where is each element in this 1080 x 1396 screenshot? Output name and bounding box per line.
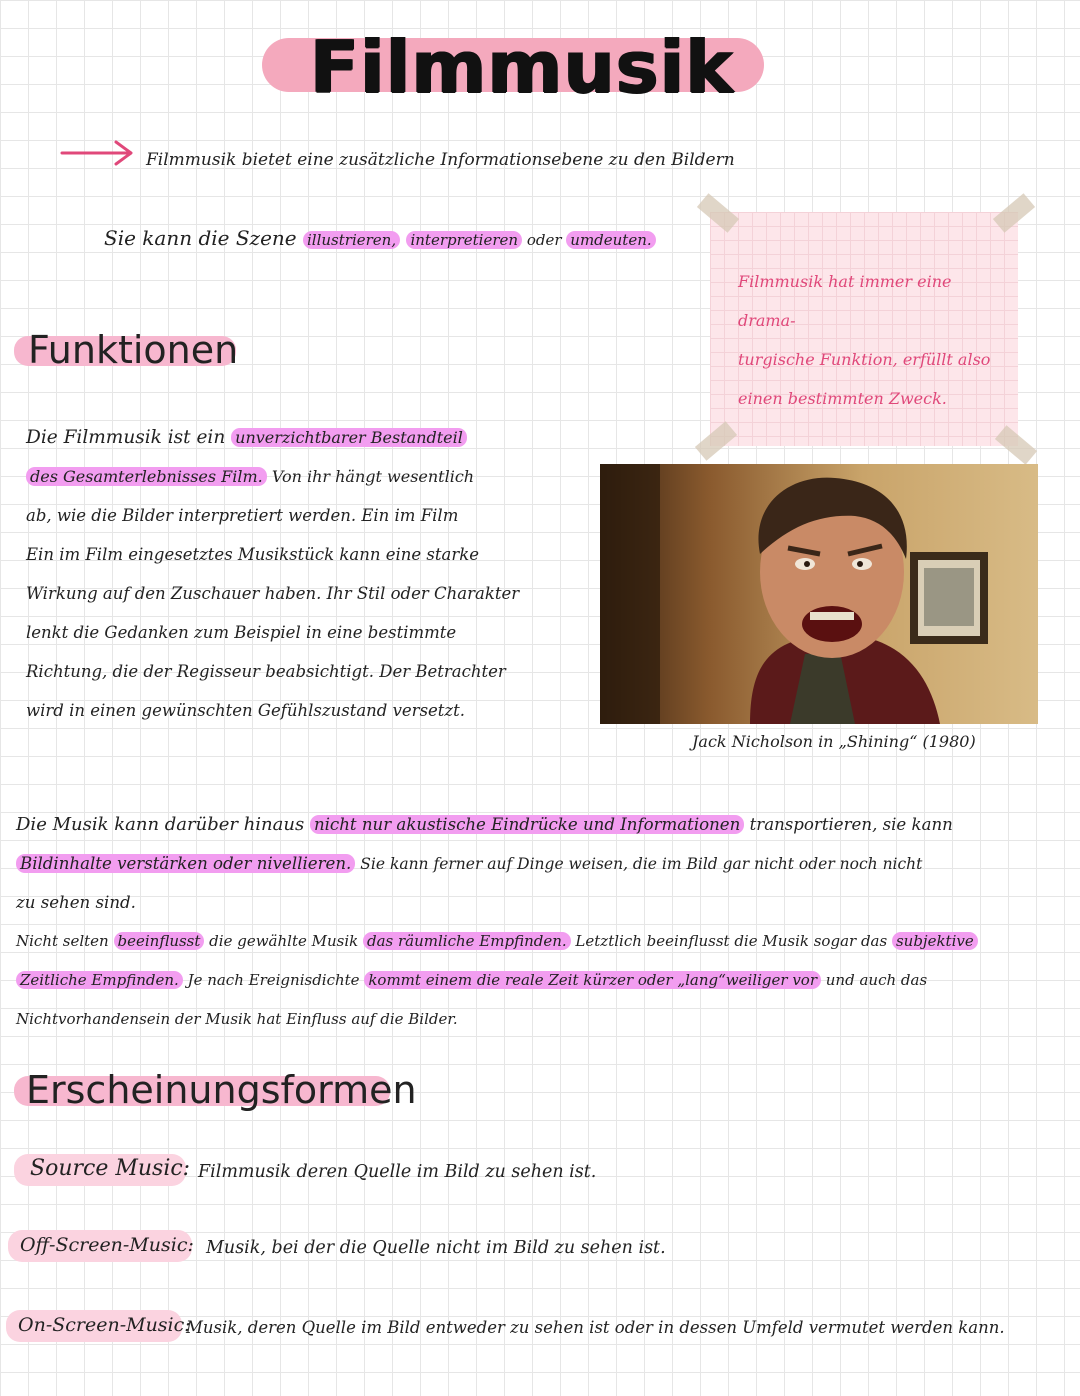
def-offscreen-music: Musik, bei der die Quelle nicht im Bild zu sehen ist.	[206, 1238, 666, 1258]
film-still-illustration	[600, 464, 1038, 724]
highlight-gesamterlebnis: des Gesamterlebnisses Film.	[26, 467, 267, 486]
intro-line-2: Sie kann die Szene illustrieren, interpretieren oder umdeuten.	[104, 226, 656, 250]
highlight-beeinflusst: beeinflusst	[114, 932, 205, 950]
highlight-umdeuten: umdeuten.	[566, 231, 655, 249]
highlight-reale-zeit: kommt einem die reale Zeit kürzer oder „lang“weiliger vor	[364, 971, 821, 989]
functions-paragraph-2: Die Musik kann darüber hinaus nicht nur akustische Eindrücke und Informationen transportieren, sie kann Bildinhalte verstärken oder nivellieren. Sie kann ferner auf Dinge weisen, die im Bild gar nicht oder noch nicht zu sehen sind. Nicht selten beeinflusst die gewählte Musik das räumliche Empfinden. Letztlich beeinflusst die Musik sogar das subjektive Zeitliche Empfinden. Je nach Ereignisdichte kommt einem die reale Zeit kürzer oder „lang“weiliger vor und auch das Nichtvorhandensein der Musik hat Einfluss auf die Bilder.	[16, 806, 1016, 1039]
intro-line-1: Filmmusik bietet eine zusätzliche Informationsebene zu den Bildern	[146, 150, 735, 170]
term-source-music: Source Music:	[30, 1156, 191, 1181]
highlight-akustisch: nicht nur akustische Eindrücke und Informationen	[310, 815, 744, 834]
heading-functions: Funktionen	[28, 328, 239, 372]
highlight-interpretieren: interpretieren	[406, 231, 522, 249]
def-source-music: Filmmusik deren Quelle im Bild zu sehen ist.	[198, 1162, 597, 1182]
heading-forms: Erscheinungsformen	[26, 1068, 417, 1112]
arrow-right-icon	[60, 138, 136, 168]
def-onscreen-music: Musik, deren Quelle im Bild entweder zu sehen ist oder in dessen Umfeld vermutet werden kann.	[186, 1318, 1005, 1337]
page-title: Filmmusik	[309, 25, 735, 109]
photo-caption: Jack Nicholson in „Shining“ (1980)	[692, 732, 976, 751]
highlight-bildinhalte: Bildinhalte verstärken oder nivellieren.	[16, 854, 355, 873]
highlight-raeumlich: das räumliche Empfinden.	[363, 932, 571, 950]
highlight-subjektiv: subjektive	[892, 932, 978, 950]
term-onscreen-music: On-Screen-Music:	[18, 1314, 191, 1336]
highlight-illustrieren: illustrieren,	[303, 231, 400, 249]
note-text: Filmmusik hat immer eine drama- turgische Funktion, erfüllt also einen bestimmten Zweck.	[738, 272, 991, 408]
term-offscreen-music: Off-Screen-Music:	[20, 1234, 194, 1256]
functions-paragraph-1: Die Filmmusik ist ein unverzichtbarer Bestandteil des Gesamterlebnisses Film. Von ihr hängt wesentlich ab, wie die Bilder interpretiert werden. Ein im Film Ein im Film eingesetztes Musikstück kann eine starke Wirkung auf den Zuschauer haben. Ihr Stil oder Charakter lenkt die Gedanken zum Beispiel in eine bestimmte Richtung, die der Regisseur beabsichtigt. Der Betrachter wird in einen gewünschten Gefühlszustand versetzt.	[26, 427, 520, 720]
highlight-unverzichtbar: unverzichtbarer Bestandteil	[231, 428, 467, 447]
highlight-zeitlich: Zeitliche Empfinden.	[16, 971, 183, 989]
film-still-photo	[600, 464, 1038, 724]
